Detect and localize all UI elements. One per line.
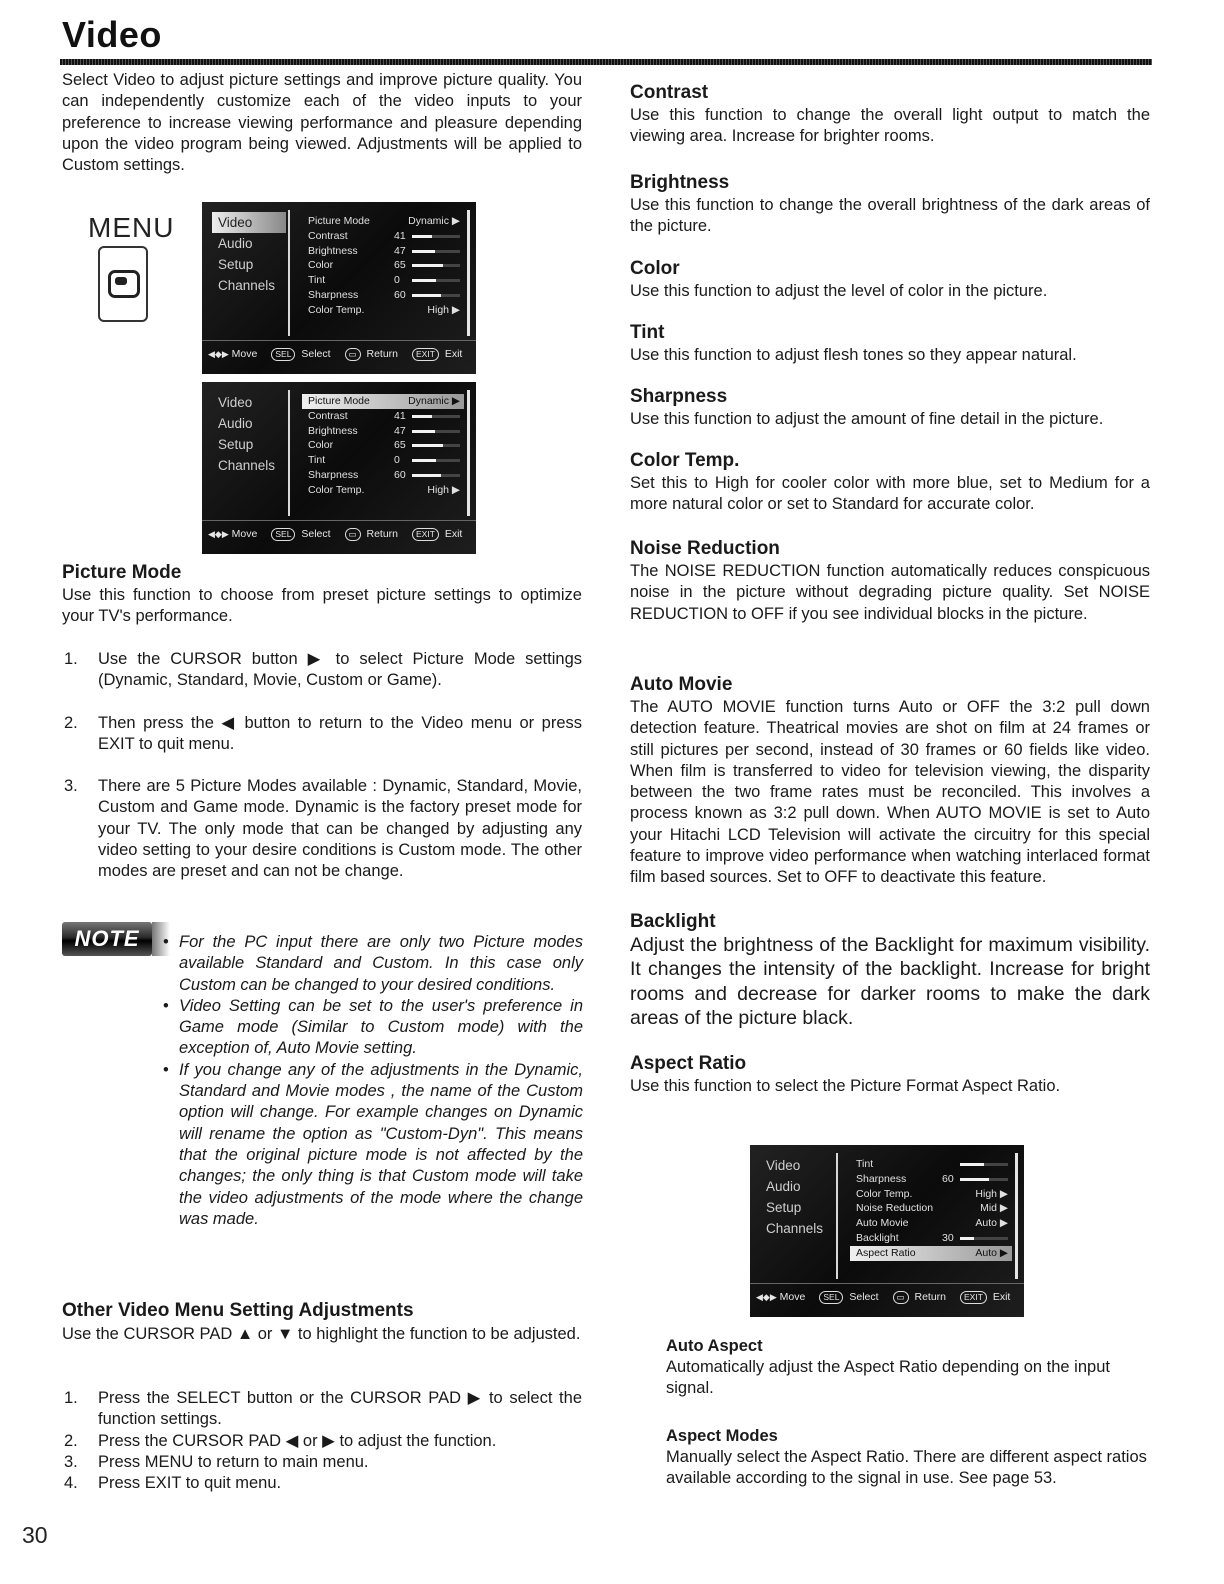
osd-setting-label: Noise Reduction xyxy=(856,1202,934,1215)
osd-setting-value: 65 xyxy=(394,259,406,272)
contrast-heading: Contrast xyxy=(630,82,709,103)
sharpness-text: Use this function to adjust the amount of fine detail in the picture. xyxy=(630,410,1104,428)
tint-text: Use this function to adjust flesh tones so they appear natural. xyxy=(630,346,1077,364)
osd-level-bar xyxy=(960,1163,1008,1166)
backlight-text: Adjust the brightness of the Backlight for maximum visibility. It changes the intensity of the backlight. Increase for bright rooms and decrease for darker rooms to make the dark areas of the picture black. xyxy=(630,934,1150,1029)
osd-setting-label: Sharpness xyxy=(856,1172,907,1185)
note-badge: NOTE xyxy=(62,922,152,956)
osd-divider xyxy=(288,210,290,336)
osd-setting-value: High ▶ xyxy=(427,483,460,496)
osd-footer-move-label: Move xyxy=(776,1291,806,1303)
osd-level-bar xyxy=(412,235,460,238)
osd-menu-item: Audio xyxy=(218,236,253,251)
osd-settings-list xyxy=(302,394,464,498)
list-item: 1. Use the CURSOR button ▶ to select Picture Mode settings (Dynamic, Standard, Movie, Custom or Game). xyxy=(64,650,582,690)
osd-scroll-rail xyxy=(467,210,470,336)
osd-level-bar xyxy=(412,264,460,267)
other-adjustments-text: Use the CURSOR PAD ▲ or ▼ to highlight the function to be adjusted. xyxy=(62,1325,581,1343)
return-key-icon: ▭ xyxy=(893,1291,909,1304)
osd-level-fill xyxy=(412,235,432,238)
osd-menu-item: Video xyxy=(766,1158,801,1173)
osd-setting-row xyxy=(302,438,464,453)
auto-aspect-text: Automatically adjust the Aspect Ratio depending on the input signal. xyxy=(666,1358,1110,1398)
osd-settings-list xyxy=(850,1157,1012,1261)
osd-footer-exit-label: Exit xyxy=(989,1291,1011,1303)
auto-aspect-heading: Auto Aspect xyxy=(666,1337,763,1355)
osd-menu-item: Channels xyxy=(218,278,276,293)
osd-setting-label: Picture Mode xyxy=(308,215,370,227)
menu-button-label: MENU xyxy=(88,212,175,243)
osd-footer-divider xyxy=(202,520,476,521)
osd-footer-exit-label: Exit xyxy=(441,348,463,360)
osd-level-fill xyxy=(412,279,436,282)
osd-menu-item: Setup xyxy=(218,437,254,452)
osd-setting-label: Tint xyxy=(308,274,326,287)
osd-scroll-rail xyxy=(467,390,470,516)
osd-setting-label: Picture Mode xyxy=(308,395,370,407)
noise-reduction-text: The NOISE REDUCTION function automatically reduces conspicuous noise in the picture without degrading picture quality. Set NOISE REDUCTION to OFF if you see individual blocks in the picture. xyxy=(630,562,1150,623)
cursor-pad-icon: ◀◆▶ xyxy=(208,349,229,359)
osd-setting-value: 0 xyxy=(394,274,400,287)
osd-divider xyxy=(288,390,290,516)
osd-level-fill xyxy=(412,444,443,447)
osd-setting-value: 41 xyxy=(394,229,406,242)
list-item: 1. Press the SELECT button or the CURSOR PAD ▶ to select the function settings. xyxy=(64,1389,582,1429)
osd-level-fill xyxy=(960,1163,984,1166)
osd-menu-item: Setup xyxy=(766,1200,802,1215)
osd-setting-row xyxy=(850,1246,1012,1261)
other-adjustments-steps xyxy=(62,1388,582,1494)
osd-level-fill xyxy=(412,294,441,297)
osd-footer-divider xyxy=(202,340,476,341)
osd-footer-select-label: Select xyxy=(298,348,331,360)
menu-remote-icon xyxy=(98,246,148,322)
osd-menu-item: Audio xyxy=(218,416,253,431)
osd-level-bar xyxy=(412,250,460,253)
osd-level-fill xyxy=(412,264,443,267)
brightness-heading: Brightness xyxy=(630,172,730,193)
osd-setting-value: High ▶ xyxy=(975,1187,1008,1200)
osd-setting-row xyxy=(850,1172,1012,1187)
osd-setting-value: Dynamic ▶ xyxy=(408,395,460,407)
osd-left-menu xyxy=(760,1155,834,1239)
osd-setting-label: Color Temp. xyxy=(308,303,365,316)
select-key-icon: SEL xyxy=(271,348,295,361)
osd-level-bar xyxy=(412,415,460,418)
cursor-pad-icon: ◀◆▶ xyxy=(208,529,229,539)
list-item: 2. Then press the ◀ button to return to the Video menu or press EXIT to quit menu. xyxy=(64,713,582,753)
osd-setting-value: 47 xyxy=(394,244,406,257)
noise-reduction-heading: Noise Reduction xyxy=(630,538,780,559)
osd-level-bar xyxy=(960,1237,1008,1240)
list-item: 3. Press MENU to return to main menu. xyxy=(64,1452,369,1471)
osd-footer-exit-label: Exit xyxy=(441,528,463,540)
osd-level-bar xyxy=(412,459,460,462)
osd-setting-row xyxy=(850,1216,1012,1231)
osd-footer-select-label: Select xyxy=(298,528,331,540)
aspect-ratio-menu-screen xyxy=(750,1145,1024,1317)
osd-footer-select-label: Select xyxy=(846,1291,879,1303)
osd-setting-value: 60 xyxy=(394,468,406,481)
aspect-ratio-heading: Aspect Ratio xyxy=(630,1053,747,1074)
osd-setting-row xyxy=(850,1157,1012,1172)
aspect-modes-text: Manually select the Aspect Ratio. There are different aspect ratios available according to the signal in use. See page 53. xyxy=(666,1448,1147,1488)
osd-setting-value: 65 xyxy=(394,439,406,452)
osd-footer-return-label: Return xyxy=(911,1291,947,1303)
list-item: 4. Press EXIT to quit menu. xyxy=(64,1474,282,1493)
osd-level-bar xyxy=(412,294,460,297)
osd-setting-row xyxy=(302,409,464,424)
exit-key-icon: EXIT xyxy=(412,348,439,361)
video-menu-screen xyxy=(202,202,476,374)
exit-key-icon: EXIT xyxy=(412,528,439,541)
osd-level-bar xyxy=(412,430,460,433)
osd-menu-item: Setup xyxy=(218,257,254,272)
contrast-text: Use this function to change the overall light output to match the viewing area. Increase for brighter rooms. xyxy=(630,106,1150,146)
osd-setting-row xyxy=(302,273,464,288)
other-adjustments-heading: Other Video Menu Setting Adjustments xyxy=(62,1300,414,1321)
osd-level-fill xyxy=(412,430,435,433)
osd-left-menu xyxy=(212,392,286,476)
picture-mode-heading: Picture Mode xyxy=(62,562,182,583)
osd-setting-label: Color xyxy=(308,259,334,272)
osd-scroll-rail xyxy=(1015,1153,1018,1279)
osd-setting-value: 60 xyxy=(942,1172,954,1185)
backlight-heading: Backlight xyxy=(630,911,716,932)
osd-setting-value: 47 xyxy=(394,424,406,437)
osd-menu-item: Audio xyxy=(766,1179,801,1194)
osd-level-fill xyxy=(412,250,435,253)
osd-level-fill xyxy=(412,459,436,462)
osd-setting-row xyxy=(302,483,464,498)
osd-setting-label: Brightness xyxy=(308,244,358,257)
color-temp-text: Set this to High for cooler color with more blue, set to Medium for a more natural color or set to Standard for accurate color. xyxy=(630,474,1150,514)
osd-setting-row xyxy=(302,288,464,303)
osd-settings-list xyxy=(302,214,464,318)
osd-setting-value: 41 xyxy=(394,409,406,422)
return-key-icon: ▭ xyxy=(345,348,361,361)
osd-setting-row xyxy=(302,453,464,468)
osd-footer-move-label: Move xyxy=(228,348,258,360)
title-rule xyxy=(60,59,1152,65)
osd-level-fill xyxy=(412,474,441,477)
list-item: 3. There are 5 Picture Modes available : Dynamic, Standard, Movie, Custom and Game mode. Dynamic is the factory preset mode for your TV. The only mode that can be changed by adjusting any video setting to your desire conditions is Custom mode. The other modes are preset and can not be change. xyxy=(64,777,582,881)
osd-level-bar xyxy=(412,474,460,477)
return-key-icon: ▭ xyxy=(345,528,361,541)
color-temp-heading: Color Temp. xyxy=(630,450,740,471)
osd-level-fill xyxy=(960,1237,974,1240)
osd-setting-label: Brightness xyxy=(308,424,358,437)
exit-key-icon: EXIT xyxy=(960,1291,987,1304)
osd-setting-row xyxy=(850,1231,1012,1246)
osd-setting-row xyxy=(302,229,464,244)
osd-setting-row xyxy=(850,1201,1012,1216)
tint-heading: Tint xyxy=(630,322,665,343)
osd-setting-value: Dynamic ▶ xyxy=(408,215,460,227)
osd-footer-move-label: Move xyxy=(228,528,258,540)
osd-left-menu xyxy=(212,212,286,296)
osd-footer-return-label: Return xyxy=(363,348,399,360)
osd-menu-item: Channels xyxy=(766,1221,824,1236)
list-item: 2. Press the CURSOR PAD ◀ or ▶ to adjust the function. xyxy=(64,1431,497,1450)
picture-mode-text: Use this function to choose from preset picture settings to optimize your TV's performance. xyxy=(62,586,582,626)
picture-mode-menu-screen xyxy=(202,382,476,554)
select-key-icon: SEL xyxy=(819,1291,843,1304)
osd-setting-label: Tint xyxy=(856,1158,874,1170)
osd-setting-label: Aspect Ratio xyxy=(856,1246,916,1259)
osd-divider xyxy=(836,1153,838,1279)
osd-footer-legend xyxy=(208,528,462,541)
osd-setting-row xyxy=(302,394,464,409)
osd-setting-label: Sharpness xyxy=(308,468,359,481)
auto-movie-heading: Auto Movie xyxy=(630,674,733,695)
osd-setting-label: Auto Movie xyxy=(856,1217,909,1230)
osd-footer-legend xyxy=(756,1291,1010,1304)
osd-setting-label: Contrast xyxy=(308,409,348,422)
intro-text: Select Video to adjust picture settings and improve picture quality. You can independently customize each of the video inputs to your preference to increase viewing performance and pleasure depending upon the video program being viewed. Adjustments will be applied to Custom settings. xyxy=(62,71,582,175)
color-heading: Color xyxy=(630,258,680,279)
osd-menu-item: Channels xyxy=(218,458,276,473)
picture-mode-steps xyxy=(62,649,582,883)
osd-menu-item: Video xyxy=(218,395,253,410)
cursor-pad-icon: ◀◆▶ xyxy=(756,1292,777,1302)
sharpness-heading: Sharpness xyxy=(630,386,728,407)
osd-setting-label: Color Temp. xyxy=(308,483,365,496)
osd-setting-label: Sharpness xyxy=(308,288,359,301)
brightness-text: Use this function to change the overall brightness of the dark areas of the picture. xyxy=(630,196,1150,236)
osd-setting-row xyxy=(302,468,464,483)
osd-setting-label: Color Temp. xyxy=(856,1187,913,1200)
osd-setting-value: Auto ▶ xyxy=(975,1217,1008,1230)
osd-setting-row xyxy=(302,303,464,318)
osd-setting-value: High ▶ xyxy=(427,303,460,316)
osd-setting-value: 30 xyxy=(942,1231,954,1244)
select-key-icon: SEL xyxy=(271,528,295,541)
osd-level-bar xyxy=(412,444,460,447)
aspect-modes-heading: Aspect Modes xyxy=(666,1427,778,1445)
page-number: 30 xyxy=(22,1522,48,1548)
osd-setting-row xyxy=(302,214,464,229)
osd-setting-row xyxy=(302,244,464,259)
osd-footer-divider xyxy=(750,1283,1024,1284)
osd-level-fill xyxy=(960,1178,989,1181)
note-list xyxy=(163,932,583,1230)
osd-setting-row xyxy=(302,258,464,273)
osd-level-bar xyxy=(412,279,460,282)
osd-setting-value: 0 xyxy=(394,454,400,467)
auto-movie-text: The AUTO MOVIE function turns Auto or OFF the 3:2 pull down detection feature. Theatrical movies are shot on film at 24 frames or still pictures per second, instead of 30 frames or 60 fields like video. When film is transferred to video for television viewing, the disparity between the two frame rates must be reconciled. This involves a process known as 3:2 pull down. When AUTO MOVIE is set to Auto your Hitachi LCD Television will activate the circuitry for this special feature to improve video performance when watching interlaced format film based sources. Set to OFF to deactivate this feature. xyxy=(630,698,1150,887)
osd-setting-label: Color xyxy=(308,439,334,452)
list-item: • For the PC input there are only two Picture modes available Standard and Custom. In this case only Custom can be changed to your desired conditions. xyxy=(163,932,583,996)
osd-setting-label: Tint xyxy=(308,454,326,467)
list-item: • If you change any of the adjustments in the Dynamic, Standard and Movie modes , the name of the Custom option will change. For example changes on Dynamic will rename the option as "Custom-Dyn". This means that the original picture mode is not affected by the changes; the only thing is that Custom mode will take the video adjustments of the mode where the change was made. xyxy=(163,1060,583,1230)
osd-setting-row xyxy=(850,1187,1012,1202)
osd-setting-row xyxy=(302,424,464,439)
osd-footer-return-label: Return xyxy=(363,528,399,540)
osd-setting-label: Contrast xyxy=(308,229,348,242)
osd-setting-value: Auto ▶ xyxy=(975,1246,1008,1259)
osd-footer-legend xyxy=(208,348,462,361)
osd-setting-value: 60 xyxy=(394,288,406,301)
osd-level-bar xyxy=(960,1178,1008,1181)
osd-setting-value: Mid ▶ xyxy=(980,1202,1008,1215)
aspect-ratio-text: Use this function to select the Picture Format Aspect Ratio. xyxy=(630,1077,1061,1095)
osd-level-fill xyxy=(412,415,432,418)
osd-menu-item: Video xyxy=(212,212,286,233)
list-item: • Video Setting can be set to the user's preference in Game mode (Similar to Custom mode) with the exception of, Auto Movie setting. xyxy=(163,996,583,1060)
osd-setting-label: Backlight xyxy=(856,1231,899,1244)
color-text: Use this function to adjust the level of color in the picture. xyxy=(630,282,1048,300)
page-title: Video xyxy=(62,14,162,55)
